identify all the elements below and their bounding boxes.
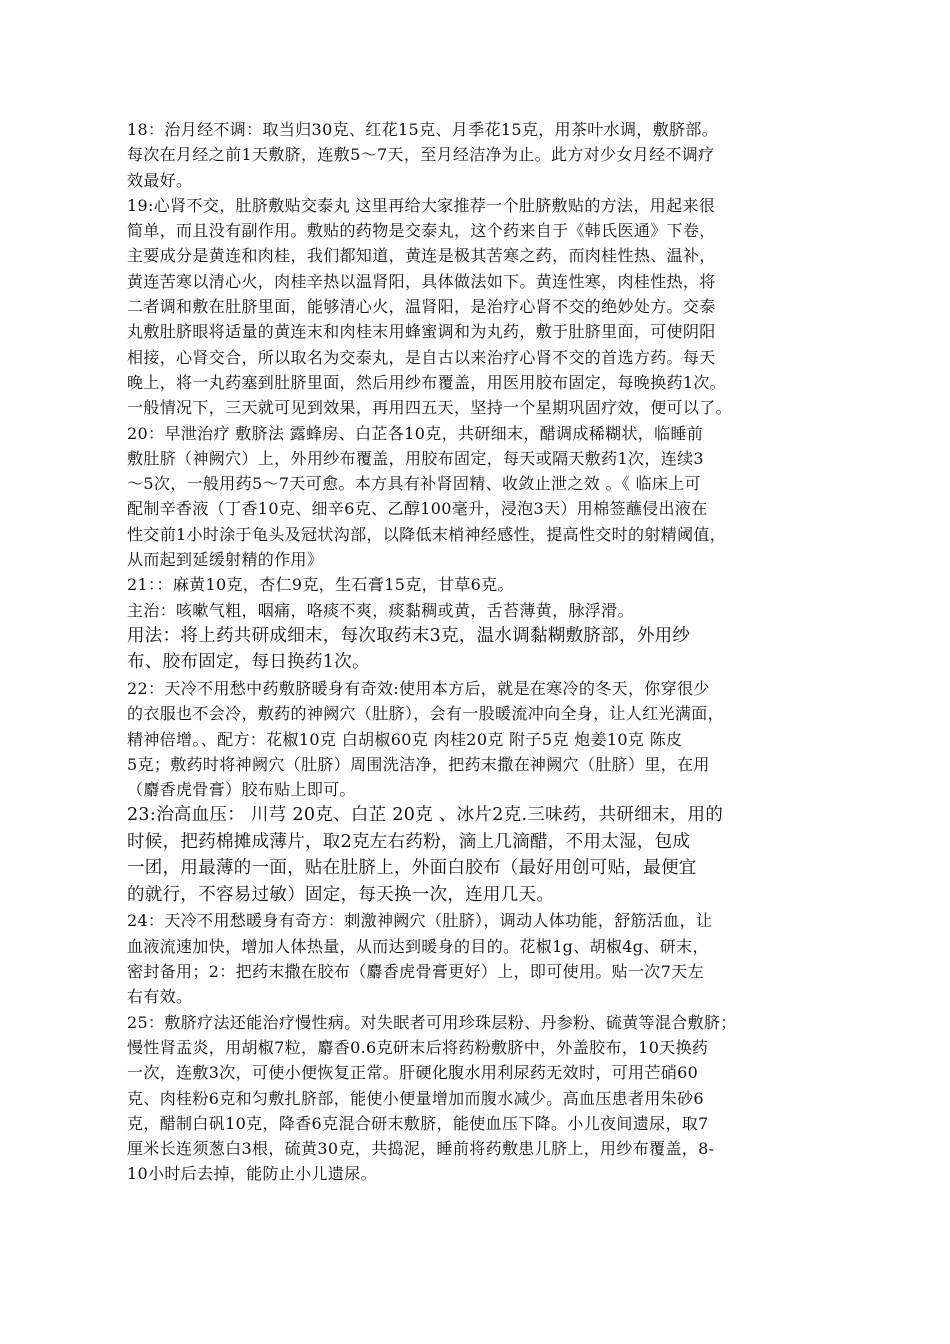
text-line: 克，醋制白矾10克，降香6克混合研末敷脐，能使血压下降。小儿夜间遗尿，取7 — [127, 1113, 709, 1133]
paragraph-22 — [127, 676, 827, 802]
text-line: 丸敷肚脐眼将适量的黄连末和肉桂末用蜂蜜调和为丸药，敷于肚脐里面，可使阴阳 — [127, 322, 716, 342]
text-line: 从而起到延缓射精的作用》 — [127, 550, 324, 570]
text-line: 相接，心肾交合，所以取名为交泰丸，是自古以来治疗心肾不交的首选方药。每天 — [127, 347, 716, 367]
text-line: 配制辛香液（丁香10克、细辛6克、乙醇100毫升，浸泡3天）用棉签蘸侵出液在 — [127, 499, 708, 519]
text-line: 晚上，将一丸药塞到肚脐里面，然后用纱布覆盖，用医用胶布固定，每晚换药1次。 — [127, 372, 727, 392]
text-line: 的衣服也不会冷，敷药的神阙穴（肚脐），会有一股暖流冲向全身，让人红光满面， — [127, 704, 724, 724]
text-line: 主要成分是黄连和肉桂，我们都知道，黄连是极其苦寒之药，而肉桂性热、温补， — [127, 246, 716, 266]
text-line: 慢性肾盂炎，用胡椒7粒，麝香0.6克研末后将药粉敷脐中，外盖胶布，10天换药 — [127, 1037, 709, 1057]
text-line: 21：：麻黄10克，杏仁9克，生石膏15克，甘草6克。 — [127, 575, 514, 595]
document-body — [127, 117, 827, 1187]
text-line: 克、肉桂粉6克和匀敷扎脐部，能使小便量增加而腹水减少。高血压患者用朱砂6 — [127, 1088, 704, 1108]
text-line: 右有效。 — [127, 987, 193, 1007]
paragraph-21b — [127, 623, 827, 676]
text-line: 主治：咳嗽气粗，咽痛，咯痰不爽，痰黏稠或黄，舌苔薄黄，脉浮滑。 — [127, 600, 634, 620]
text-line: 血液流速加快，增加人体热量，从而达到暖身的目的。花椒1g、胡椒4g、研末， — [127, 936, 709, 956]
text-line: 5克；敷药时将神阙穴（肚脐）周围洗洁净，把药末撒在神阙穴（肚脐）里，在用 — [127, 754, 710, 774]
text-line: 黄连苦寒以清心火，肉桂辛热以温肾阳，具体做法如下。黄连性寒，肉桂性热，将 — [127, 271, 716, 291]
text-line: 24：天冷不用愁暖身有奇方：刺激神阙穴（肚脐），调动人体功能，舒筋活血，让 — [127, 911, 713, 931]
text-line: 二者调和敷在肚脐里面，能够清心火，温肾阳，是治疗心肾不交的绝妙处方。交泰 — [127, 297, 716, 317]
text-line: 简单，而且没有副作用。敷贴的药物是交泰丸，这个药来自于《韩氏医通》下卷， — [127, 221, 716, 241]
paragraph-23 — [127, 802, 827, 908]
text-line: 一团，用最薄的一面，贴在肚脐上，外面白胶布（最好用创可贴，最便宜 — [127, 858, 697, 879]
paragraph-24 — [127, 908, 827, 1009]
text-line: 精神倍增。、配方：花椒10克 白胡椒60克 肉桂20克 附子5克 炮姜10克 陈皮 — [127, 729, 683, 749]
text-line: 一般情况下，三天就可见到效果，再用四五天，坚持一个星期巩固疗效，便可以了。 — [127, 398, 732, 418]
text-line: 25：敷脐疗法还能治疗慢性病。对失眠者可用珍珠层粉、丹参粉、硫黄等混合敷脐； — [127, 1012, 737, 1032]
text-line: 时候，把药棉摊成薄片，取2克左右药粉，滴上几滴醋，不用太湿，包成 — [127, 831, 691, 852]
text-line: 20：早泄治疗 敷脐法 露蜂房、白芷各10克，共研细末，醋调成稀糊状，临睡前 — [127, 423, 704, 443]
text-line: 敷肚脐（神阙穴）上，外用纱布覆盖，用胶布固定，每天或隔天敷药1次，连续3 — [127, 448, 704, 468]
text-line: ～5次，一般用药5～7天可愈。本方具有补肾固精、收敛止泄之效 。《 临床上可 — [127, 474, 702, 494]
text-line: 22：天冷不用愁中药敷脐暖身有奇效:使用本方后，就是在寒冷的冬天，你穿很少 — [127, 678, 710, 698]
paragraph-18 — [127, 117, 827, 193]
paragraph-21 — [127, 572, 827, 623]
text-line: 每次在月经之前1天敷脐，连敷5～7天，至月经洁净为止。此方对少女月经不调疗 — [127, 145, 715, 165]
paragraph-20 — [127, 421, 827, 573]
text-line: 密封备用；2：把药末撒在胶布（麝香虎骨膏更好）上，即可使用。贴一次7天左 — [127, 962, 704, 982]
text-line: 布、胶布固定，每日换药1次。 — [127, 652, 370, 673]
text-line: 一次，连敷3次，可使小便恢复正常。肝硬化腹水用利尿药无效时，可用芒硝60 — [127, 1063, 699, 1083]
paragraph-19 — [127, 193, 827, 421]
text-line: 用法：将上药共研成细末，每次取药末3克，温水调黏糊敷脐部，外用纱 — [127, 625, 691, 646]
text-line: 厘米长连须葱白3根，硫黄30克，共捣泥，睡前将药敷患儿脐上，用纱布覆盖，8- — [127, 1139, 715, 1159]
text-line: 23:治高血压： 川芎 20克、白芷 20克 、冰片2克.三味药，共研细末，用的 — [127, 805, 724, 826]
text-line: 19:心肾不交，肚脐敷贴交泰丸 这里再给大家推荐一个肚脐敷贴的方法，用起来很 — [127, 195, 716, 215]
paragraph-25 — [127, 1010, 827, 1187]
text-line: 10小时后去掉，能防止小儿遗尿。 — [127, 1164, 377, 1184]
text-line: 的就行，不容易过敏）固定，每天换一次，连用几天。 — [127, 884, 555, 905]
text-line: （麝香虎骨膏）胶布贴上即可。 — [127, 780, 356, 800]
text-line: 性交前1小时涂于龟头及冠状沟部，以降低末梢神经感性，提高性交时的射精阈值， — [127, 524, 727, 544]
text-line: 18：治月经不调：取当归30克、红花15克、月季花15克，用茶叶水调，敷脐部。 — [127, 120, 719, 139]
text-line: 效最好。 — [127, 170, 193, 190]
